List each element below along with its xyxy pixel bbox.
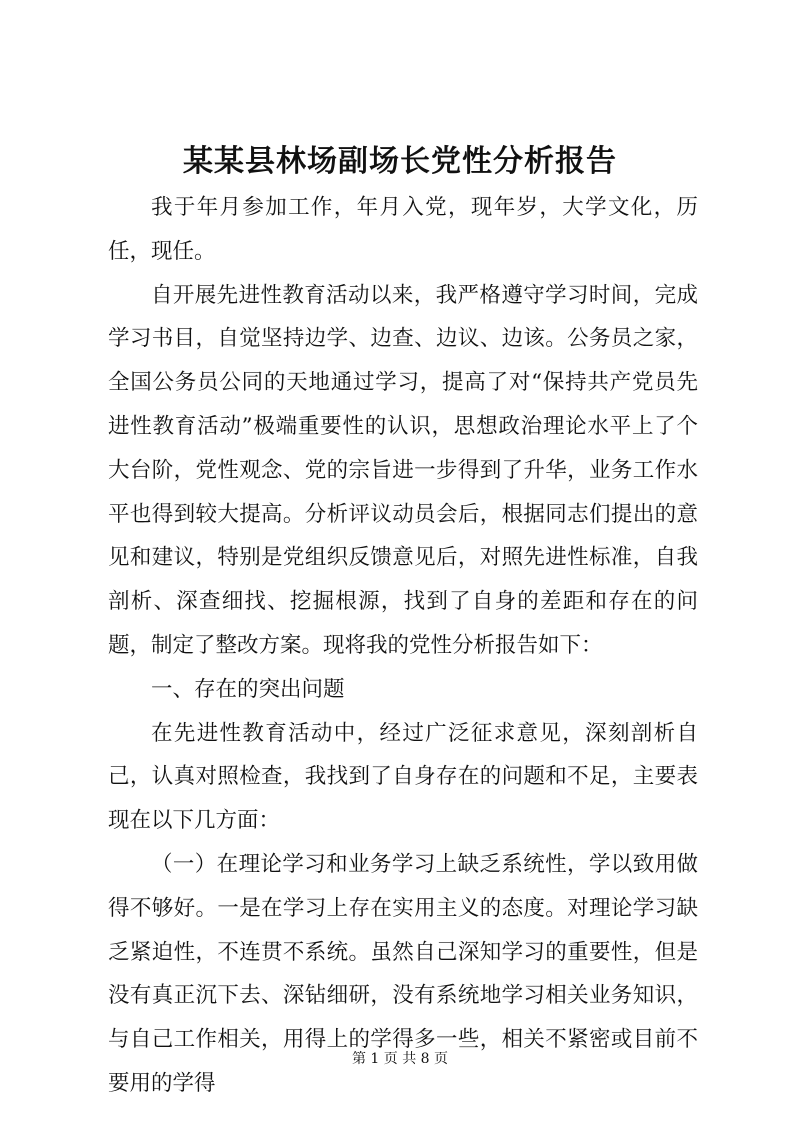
document-title: 某某县林场副场长党性分析报告 <box>183 144 617 179</box>
paragraph-study: 自开展先进性教育活动以来，我严格遵守学习时间，完成学习书目，自觉坚持边学、边查、边议、边该。公务员之家，全国公务员公同的天地通过学习，提高了对“保持共产党员先进性教育活动”极端重要性的认识，思想政治理论水平上了个大台阶，党性观念、党的宗旨进一步得到了升华，业务工作水平也得到较大提高。分析评议动员会后，根据同志们提出的意见和建议，特别是党组织反馈意见后，对照先进性标准，自我剖析、深查细找、挖掘根源，找到了自身的差距和存在的问题，制定了整改方案。现将我的党性分析报告如下： <box>108 282 698 658</box>
paragraph-problems: 在先进性教育活动中，经过广泛征求意见，深刻剖析自己，认真对照检查，我找到了自身存在的问题和不足，主要表现在以下几方面： <box>108 720 698 834</box>
page-footer: 第 1 页 共 8 页 <box>351 1051 449 1067</box>
document-body <box>108 186 698 1106</box>
section-heading: 一、存在的突出问题 <box>151 676 345 702</box>
paragraph-intro: 我于年月参加工作，年月入党，现年岁，大学文化，历任，现任。 <box>108 195 698 264</box>
paragraph-item-1: （一）在理论学习和业务学习上缺乏系统性，学以致用做得不够好。一是在学习上存在实用主义的态度。对理论学习缺乏紧迫性，不连贯不系统。虽然自己深知学习的重要性，但是没有真正沉下去、深钻细研，没有系统地学习相关业务知识，与自己工作相关，用得上的学得多一些，相关不紧密或目前不要用的学得 <box>108 851 698 1096</box>
